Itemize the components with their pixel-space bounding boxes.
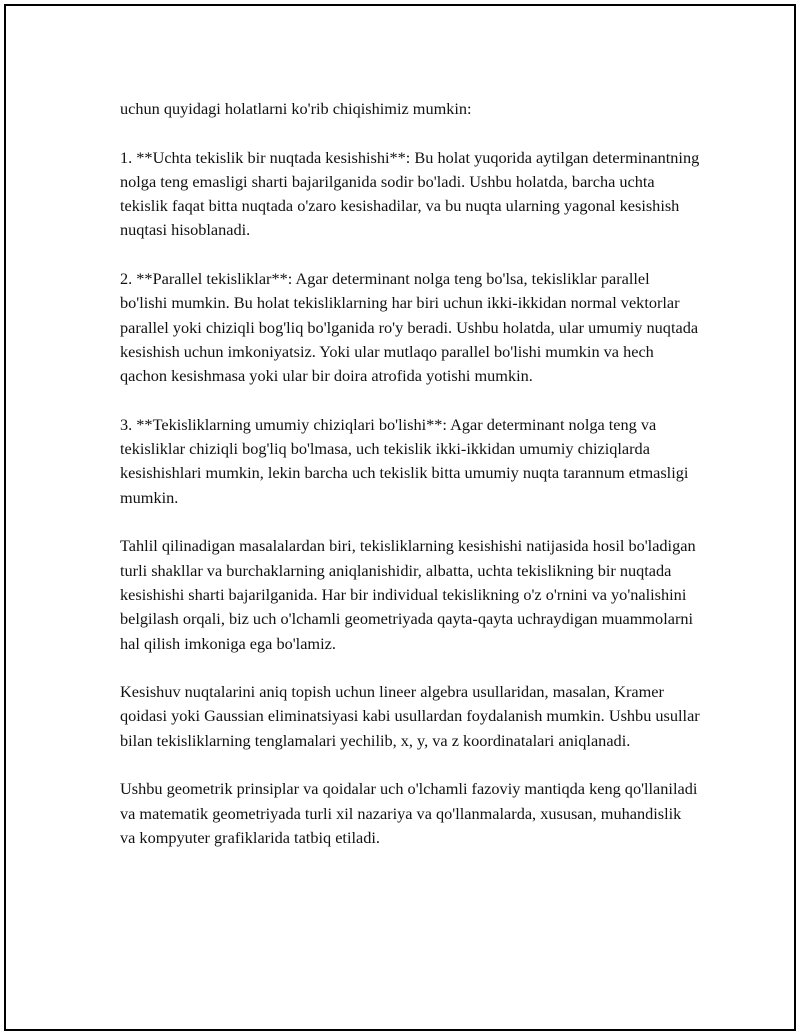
paragraph-case-3: 3. **Tekisliklarning umumiy chiziqlari bo'lishi**: Agar determinant nolga teng va tekisliklar chiziqli bog'liq bo'lmasa, uch tekislik ikki-ikkidan umumiy chiziqlarda kesishishlari mumkin, lekin barcha uch tekislik bitta umumiy nuqta tarannum etmasligi mumkin. <box>120 414 689 507</box>
paragraph-applications: Ushbu geometrik prinsiplar va qoidalar uch o'lchamli fazoviy mantiqda keng qo'llaniladi va matematik geometriyada turli xil nazariya va qo'llanmalarda, xususan, muhandislik va kompyuter grafiklarida tatbiq etiladi. <box>120 779 698 847</box>
paragraph-case-2: 2. **Parallel tekisliklar**: Agar determinant nolga teng bo'lsa, tekisliklar parallel bo'lishi mumkin. Bu holat tekisliklarning har biri uchun ikki-ikkidan normal vektorlar parallel yoki chiziqli bog'liq bo'lganida ro'y beradi. Ushbu holatda, ular umumiy nuqtada kesishish uchun imkoniyatsiz. Yoki ular mutlaqo parallel bo'lishi mumkin va hech qachon kesishmasa yoki ular bir doira atrofida yotishi mumkin. <box>120 269 699 386</box>
page-content <box>120 97 700 850</box>
paragraph-analysis: Tahlil qilinadigan masalalardan biri, tekisliklarning kesishishi natijasida hosil bo'ladigan turli shakllar va burchaklarning aniqlanishidir, albatta, uchta tekislikning bir nuqtada kesishishi sharti bajarilganida. Har bir individual tekislikning o'z o'rnini va yo'nalishini belgilash orqali, biz uch o'lchamli geometriyada qayta-qayta uchraydigan muammolarni hal qilish imkoniga ega bo'lamiz. <box>120 536 696 653</box>
paragraph-intro: uchun quyidagi holatlarni ko'rib chiqishimiz mumkin: <box>120 99 472 118</box>
paragraph-case-1: 1. **Uchta tekislik bir nuqtada kesishishi**: Bu holat yuqorida aytilgan determinantning nolga teng emasligi sharti bajarilganida sodir bo'ladi. Ushbu holatda, barcha uchta tekislik faqat bitta nuqtada o'zaro kesishadilar, va bu nuqta ularning yagonal kesishish nuqtasi hisoblanadi. <box>120 147 700 240</box>
paragraph-methods: Kesishuv nuqtalarini aniq topish uchun lineer algebra usullaridan, masalan, Kramer qoidasi yoki Gaussian eliminatsiyasi kabi usullardan foydalanish mumkin. Ushbu usullar bilan tekisliklarning tenglamalari yechilib, x, y, va z koordinatalari aniqlanadi. <box>120 682 700 750</box>
page-frame <box>4 4 796 1031</box>
